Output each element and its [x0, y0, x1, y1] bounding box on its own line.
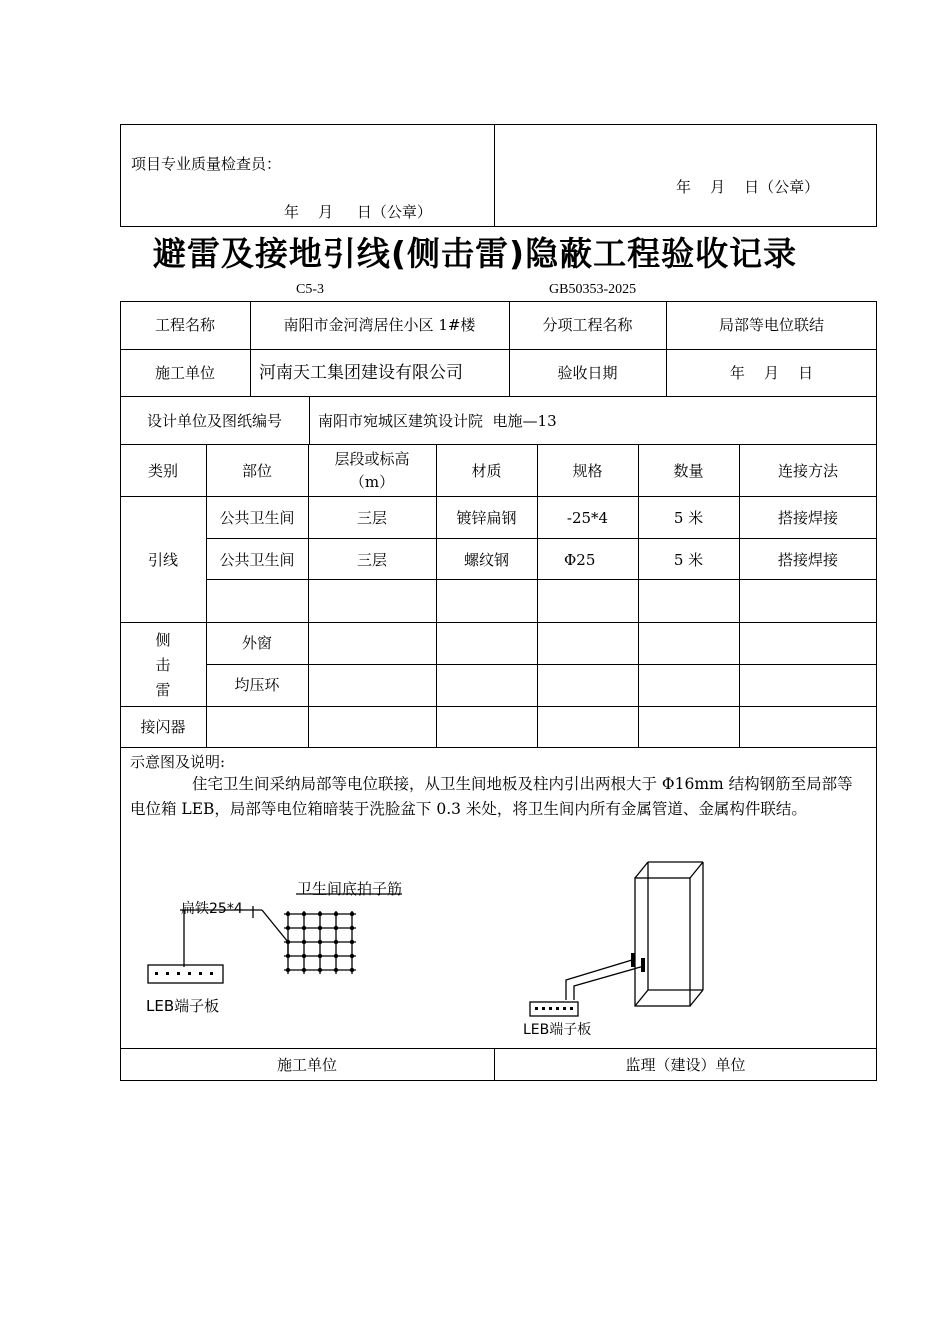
- project-name-value: 南阳市金河湾居住小区 1#楼: [283, 316, 476, 334]
- col-connection: 连接方法: [777, 462, 838, 480]
- col-quantity: 数量: [673, 462, 704, 480]
- constructor-value: 河南天工集团建设有限公司: [259, 363, 463, 383]
- table-row-2-level: 三层: [356, 551, 387, 569]
- notes-heading: 示意图及说明:: [130, 753, 226, 771]
- project-name-label: 工程名称: [154, 316, 215, 334]
- rebar-label: 卫生间底拍子筋: [297, 880, 403, 898]
- footer-supervisor: 监理（建设）单位: [625, 1056, 746, 1074]
- table-row-1-material: 镀锌扁钢: [456, 509, 517, 527]
- leb-label-right: LEB端子板: [523, 1022, 592, 1038]
- leb-box-diagram: [520, 850, 720, 1025]
- page-title: 避雷及接地引线(侧击雷)隐蔽工程验收记录: [152, 234, 798, 273]
- side-strike-ring: 均压环: [234, 676, 280, 694]
- table-row-1-spec: -25*4: [566, 509, 609, 527]
- standard-code: GB50353-2025: [549, 282, 637, 297]
- table-row-1-location: 公共卫生间: [219, 509, 295, 527]
- col-level-unit: （m）: [349, 473, 395, 491]
- signature-table: [120, 124, 877, 227]
- design-label: 设计单位及图纸编号: [146, 412, 282, 430]
- side-strike-char-2: 击: [155, 656, 171, 674]
- footer-constructor: 施工单位: [276, 1056, 337, 1074]
- col-category: 类别: [147, 462, 178, 480]
- table-row-1-quantity: 5 米: [673, 509, 704, 527]
- side-strike-char-1: 侧: [155, 631, 171, 649]
- table-row-2-spec: Φ25: [564, 551, 596, 569]
- table-row-2-material: 螺纹钢: [463, 551, 509, 569]
- notes-text: 住宅卫生间采纳局部等电位联接，从卫生间地板及柱内引出两根大于 Φ16mm 结构钢筋至局部等电位箱 LEB，局部等电位箱暗装于洗脸盆下 0.3 米处，将卫生间内所有金属管道、金属构件联结。: [130, 775, 853, 818]
- col-location: 部位: [241, 462, 272, 480]
- side-strike-char-3: 雷: [155, 681, 171, 699]
- sub-project-value: 局部等电位联结: [718, 316, 824, 334]
- table-row-1-level: 三层: [356, 509, 387, 527]
- left-date-seal: 年 月 日（公章）: [284, 203, 432, 221]
- leb-label-left: LEB端子板: [146, 997, 220, 1015]
- side-strike-window: 外窗: [241, 634, 272, 652]
- col-material: 材质: [471, 462, 502, 480]
- table-row-2-quantity: 5 米: [673, 551, 704, 569]
- col-level: 层段或标高: [334, 450, 410, 468]
- acceptance-date-label: 验收日期: [557, 364, 618, 382]
- constructor-label: 施工单位: [154, 364, 215, 382]
- lead-category: 引线: [147, 551, 178, 569]
- acceptance-date-value: 年 月 日: [729, 364, 814, 382]
- arrester-label: 接闪器: [140, 718, 186, 736]
- inspector-label: 项目专业质量检查员：: [131, 155, 282, 173]
- design-value: 南阳市宛城区建筑设计院 电施—13: [318, 412, 557, 430]
- table-row-1-connection: 搭接焊接: [777, 509, 838, 527]
- table-row-2-location: 公共卫生间: [219, 551, 295, 569]
- right-date-seal: 年 月 日（公章）: [676, 178, 820, 196]
- col-spec: 规格: [572, 462, 603, 480]
- signature-divider: [494, 124, 495, 227]
- flat-iron-label: 扁铁25*4: [181, 901, 243, 917]
- table-row-2-connection: 搭接焊接: [777, 551, 838, 569]
- sub-project-label: 分项工程名称: [542, 316, 633, 334]
- form-code: C5-3: [296, 282, 324, 297]
